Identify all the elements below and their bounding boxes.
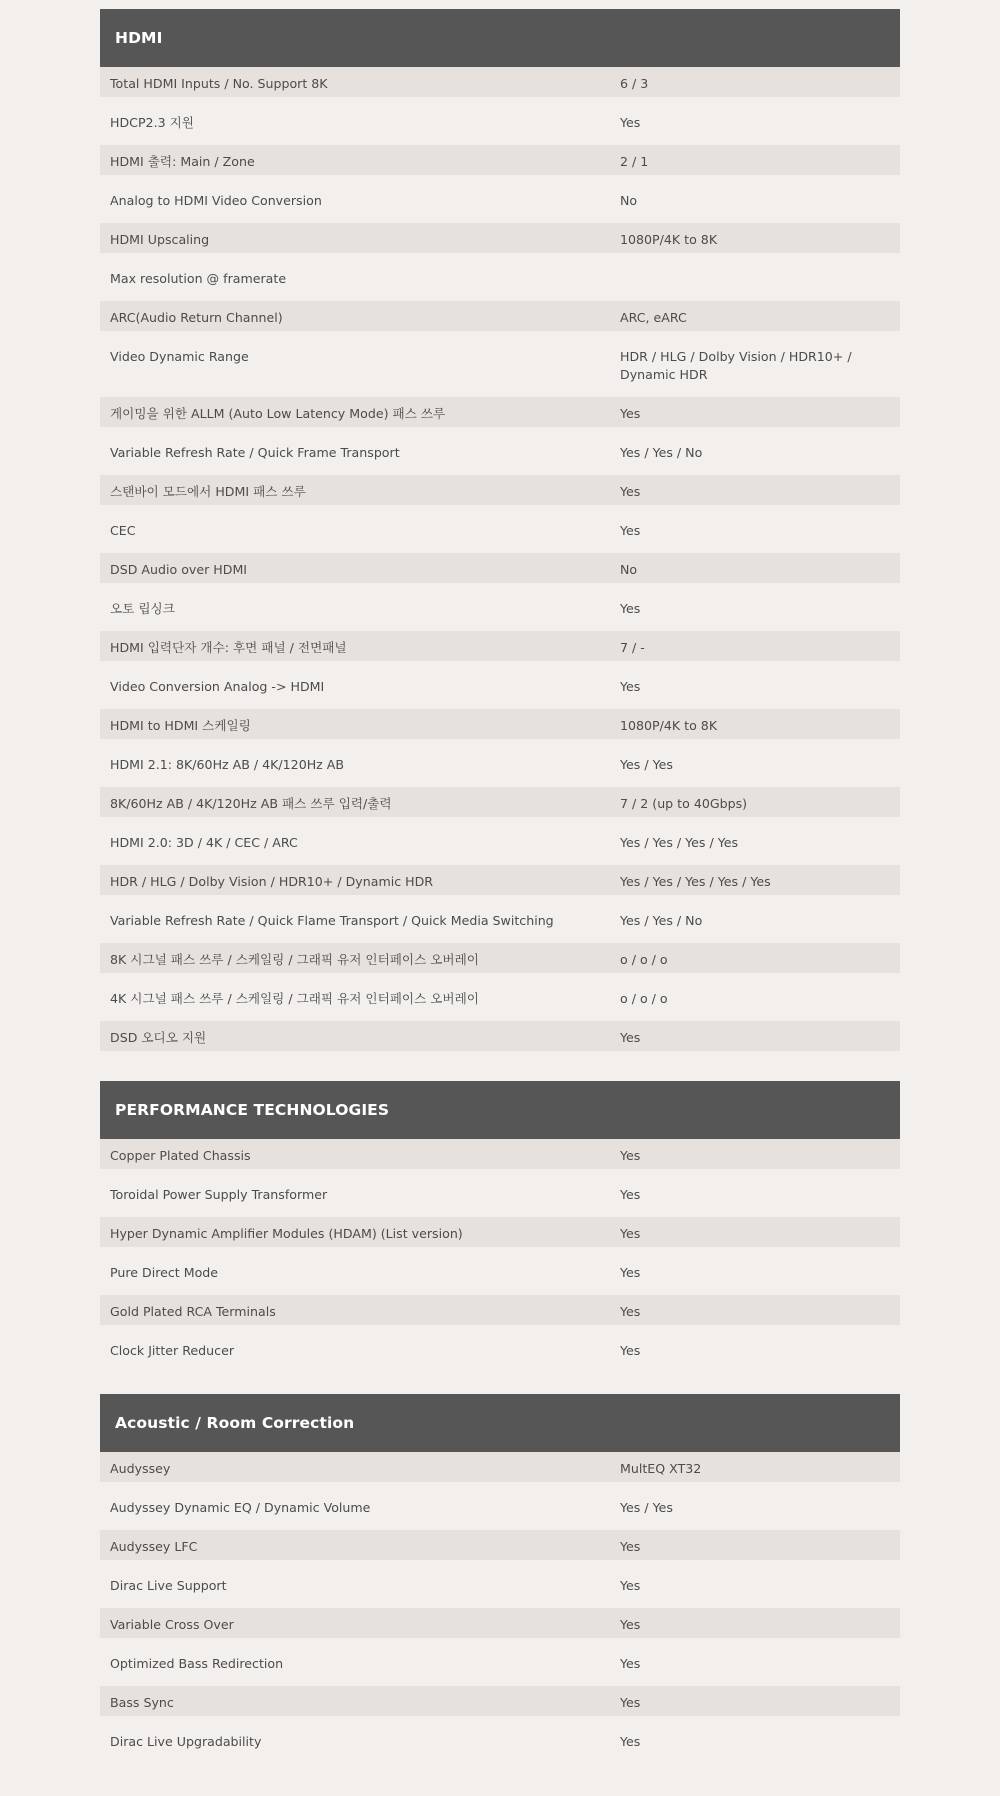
spec-tables: [100, 9, 900, 1785]
spec-section: [100, 1081, 900, 1364]
spec-value: 7 / 2 (up to 40Gbps): [620, 796, 748, 811]
spec-label: Max resolution @ framerate: [110, 271, 287, 286]
spec-label: Total HDMI Inputs / No. Support 8K: [110, 76, 328, 91]
table-row: [100, 145, 900, 175]
spec-label: Audyssey: [110, 1461, 171, 1476]
spec-table: [100, 1452, 900, 1755]
table-row: [100, 1256, 900, 1286]
spec-value: Yes: [620, 601, 641, 616]
spec-value: Yes: [620, 1187, 641, 1202]
table-row: [100, 340, 900, 388]
spec-value: o / o / o: [620, 952, 668, 967]
spec-value: HDR / HLG / Dolby Vision / HDR10+ / Dynamic HDR: [620, 349, 852, 382]
spec-label: 8K 시그널 패스 쓰루 / 스케일링 / 그래픽 유저 인터페이스 오버레이: [110, 952, 479, 967]
spec-label: Variable Refresh Rate / Quick Flame Transport / Quick Media Switching: [110, 913, 554, 928]
table-row: [100, 943, 900, 973]
spec-value: Yes / Yes: [620, 757, 673, 772]
table-row: [100, 1021, 900, 1051]
table-row: [100, 982, 900, 1012]
spec-label: HDMI 2.1: 8K/60Hz AB / 4K/120Hz AB: [110, 757, 345, 772]
spec-section: [100, 9, 900, 1051]
spec-section: [100, 1394, 900, 1755]
spec-label: 오토 립싱크: [110, 601, 175, 616]
spec-value: Yes / Yes / Yes / Yes: [620, 835, 739, 850]
spec-label: 8K/60Hz AB / 4K/120Hz AB 패스 쓰루 입력/출력: [110, 796, 392, 811]
spec-value: 1080P/4K to 8K: [620, 718, 718, 733]
spec-value: 1080P/4K to 8K: [620, 232, 718, 247]
spec-value: Yes: [620, 1656, 641, 1671]
spec-value: No: [620, 562, 638, 577]
spec-table: [100, 1139, 900, 1364]
spec-value: Yes: [620, 1304, 641, 1319]
spec-label: Pure Direct Mode: [110, 1265, 219, 1280]
spec-label: HDMI 입력단자 개수: 후면 패널 / 전면패널: [110, 640, 347, 655]
spec-label: CEC: [110, 523, 136, 538]
spec-label: Video Dynamic Range: [110, 349, 249, 364]
spec-label: HDR / HLG / Dolby Vision / HDR10+ / Dynamic HDR: [110, 874, 434, 889]
table-row: [100, 787, 900, 817]
table-row: [100, 223, 900, 253]
spec-label: HDMI 2.0: 3D / 4K / CEC / ARC: [110, 835, 298, 850]
table-row: [100, 397, 900, 427]
spec-value: Yes / Yes: [620, 1500, 673, 1515]
spec-value: Yes: [620, 1030, 641, 1045]
spec-value: Yes: [620, 679, 641, 694]
table-row: [100, 553, 900, 583]
table-row: [100, 826, 900, 856]
table-row: [100, 1295, 900, 1325]
table-row: [100, 709, 900, 739]
spec-label: Toroidal Power Supply Transformer: [110, 1187, 328, 1202]
spec-value: Yes: [620, 115, 641, 130]
table-row: [100, 1334, 900, 1364]
spec-label: Dirac Live Support: [110, 1578, 227, 1593]
table-row: [100, 106, 900, 136]
spec-label: 4K 시그널 패스 쓰루 / 스케일링 / 그래픽 유저 인터페이스 오버레이: [110, 991, 479, 1006]
spec-value: Yes: [620, 1343, 641, 1358]
table-row: [100, 67, 900, 97]
spec-value: Yes / Yes / No: [620, 445, 703, 460]
section-title: Acoustic / Room Correction: [100, 1394, 900, 1452]
table-row: [100, 1452, 900, 1482]
spec-value: MultEQ XT32: [620, 1461, 702, 1476]
spec-value: Yes: [620, 484, 641, 499]
table-row: [100, 1647, 900, 1677]
spec-value: Yes: [620, 1734, 641, 1749]
spec-value: Yes: [620, 1695, 641, 1710]
spec-label: ARC(Audio Return Channel): [110, 310, 283, 325]
table-row: [100, 748, 900, 778]
spec-label: Video Conversion Analog -> HDMI: [110, 679, 325, 694]
table-row: [100, 1491, 900, 1521]
spec-value: Yes: [620, 1148, 641, 1163]
table-row: [100, 262, 900, 292]
table-row: [100, 631, 900, 661]
spec-value: Yes: [620, 523, 641, 538]
table-row: [100, 301, 900, 331]
table-row: [100, 1139, 900, 1169]
spec-label: HDMI Upscaling: [110, 232, 210, 247]
table-row: [100, 1569, 900, 1599]
table-row: [100, 1725, 900, 1755]
table-row: [100, 1686, 900, 1716]
table-row: [100, 904, 900, 934]
table-row: [100, 1530, 900, 1560]
spec-value: o / o / o: [620, 991, 668, 1006]
spec-label: Gold Plated RCA Terminals: [110, 1304, 276, 1319]
table-row: [100, 865, 900, 895]
spec-label: HDMI to HDMI 스케일링: [110, 718, 251, 733]
table-row: [100, 514, 900, 544]
spec-value: Yes: [620, 1617, 641, 1632]
spec-value: 7 / -: [620, 640, 645, 655]
spec-label: Bass Sync: [110, 1695, 174, 1710]
spec-label: HDMI 출력: Main / Zone: [110, 154, 255, 169]
spec-label: 게이밍을 위한 ALLM (Auto Low Latency Mode) 패스 쓰루: [110, 406, 446, 421]
table-row: [100, 436, 900, 466]
spec-label: HDCP2.3 지원: [110, 115, 194, 130]
spec-value: Yes / Yes / No: [620, 913, 703, 928]
section-title: HDMI: [100, 9, 900, 67]
spec-label: Variable Cross Over: [110, 1617, 234, 1632]
spec-value: Yes: [620, 406, 641, 421]
table-row: [100, 592, 900, 622]
spec-label: Analog to HDMI Video Conversion: [110, 193, 322, 208]
spec-label: Dirac Live Upgradability: [110, 1734, 262, 1749]
spec-value: Yes / Yes / Yes / Yes / Yes: [620, 874, 771, 889]
spec-value: No: [620, 193, 638, 208]
table-row: [100, 184, 900, 214]
spec-value: Yes: [620, 1578, 641, 1593]
spec-label: Hyper Dynamic Amplifier Modules (HDAM) (List version): [110, 1226, 463, 1241]
spec-value: 6 / 3: [620, 76, 649, 91]
spec-value: Yes: [620, 1539, 641, 1554]
spec-label: Optimized Bass Redirection: [110, 1656, 284, 1671]
spec-label: Copper Plated Chassis: [110, 1148, 251, 1163]
spec-label: Audyssey LFC: [110, 1539, 198, 1554]
table-row: [100, 1608, 900, 1638]
table-row: [100, 475, 900, 505]
spec-table: [100, 67, 900, 1051]
spec-label: DSD Audio over HDMI: [110, 562, 248, 577]
spec-value: Yes: [620, 1226, 641, 1241]
table-row: [100, 1217, 900, 1247]
spec-label: DSD 오디오 지원: [110, 1030, 207, 1045]
section-title: PERFORMANCE TECHNOLOGIES: [100, 1081, 900, 1139]
table-row: [100, 670, 900, 700]
spec-value: 2 / 1: [620, 154, 649, 169]
spec-label: 스탠바이 모드에서 HDMI 패스 쓰루: [110, 484, 306, 499]
spec-value: ARC, eARC: [620, 310, 687, 325]
spec-label: Clock Jitter Reducer: [110, 1343, 234, 1358]
table-row: [100, 1178, 900, 1208]
spec-label: Audyssey Dynamic EQ / Dynamic Volume: [110, 1500, 371, 1515]
spec-value: Yes: [620, 1265, 641, 1280]
spec-label: Variable Refresh Rate / Quick Frame Transport: [110, 445, 400, 460]
